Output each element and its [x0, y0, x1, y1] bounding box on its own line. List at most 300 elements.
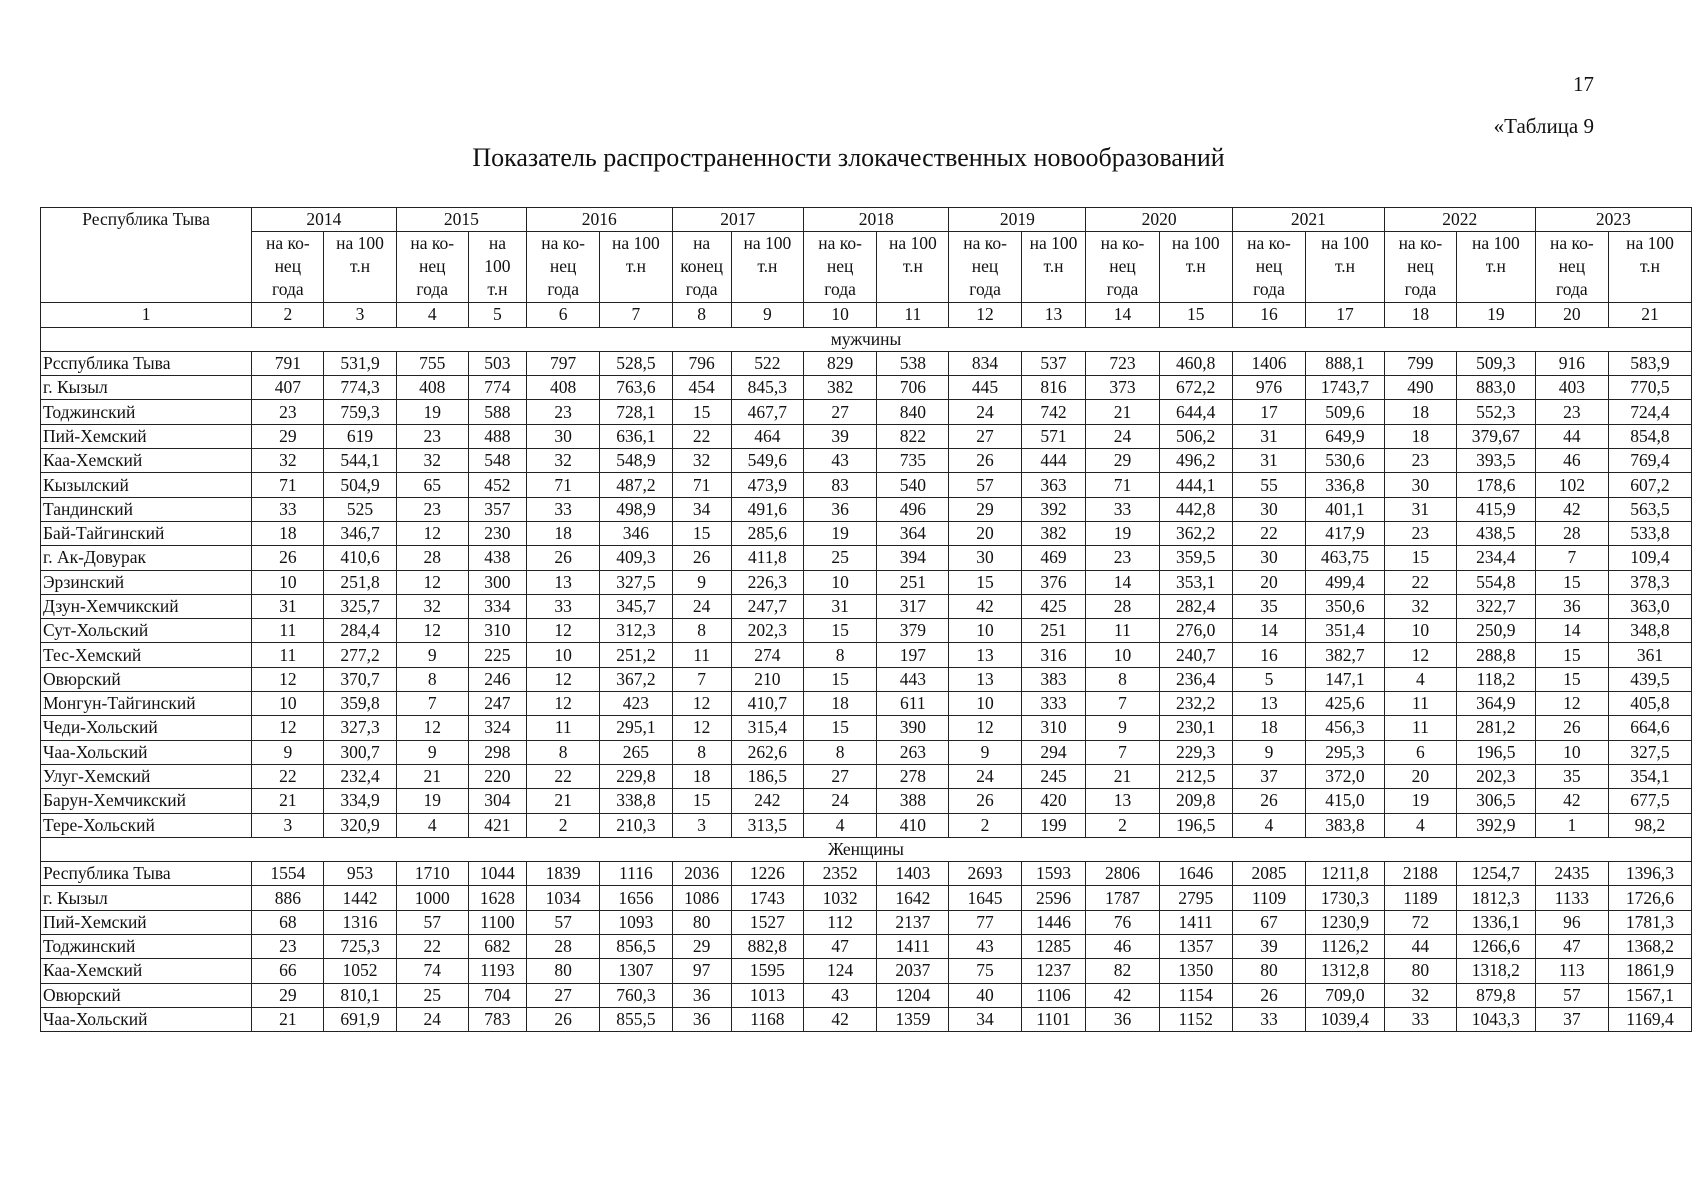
- value-cell: 199: [1021, 813, 1086, 837]
- value-cell: 262,6: [731, 740, 803, 764]
- value-cell: 9: [396, 643, 468, 667]
- value-cell: 829: [803, 351, 876, 375]
- value-cell: 1230,9: [1306, 910, 1385, 934]
- value-cell: 14: [1232, 619, 1305, 643]
- value-cell: 10: [803, 570, 876, 594]
- value-cell: 67: [1232, 910, 1305, 934]
- value-cell: 4: [396, 813, 468, 837]
- value-cell: 1839: [527, 862, 600, 886]
- value-cell: 548,9: [600, 449, 672, 473]
- value-cell: 346,7: [324, 521, 396, 545]
- column-number: 4: [396, 303, 468, 327]
- column-number: 6: [527, 303, 600, 327]
- subheader-cell: на ко- нец года: [949, 232, 1021, 303]
- region-name: Улуг-Хемский: [41, 764, 252, 788]
- value-cell: 755: [396, 351, 468, 375]
- region-name: Бай-Тайгинский: [41, 521, 252, 545]
- column-number: 21: [1608, 303, 1691, 327]
- value-cell: 32: [252, 449, 324, 473]
- value-cell: 34: [949, 1007, 1021, 1031]
- value-cell: 246: [468, 667, 526, 691]
- value-cell: 10: [252, 570, 324, 594]
- value-cell: 71: [672, 473, 731, 497]
- value-cell: 26: [949, 789, 1021, 813]
- value-cell: 322,7: [1457, 594, 1536, 618]
- value-cell: 1266,6: [1457, 935, 1536, 959]
- value-cell: 24: [672, 594, 731, 618]
- table-row: [41, 764, 1692, 788]
- value-cell: 13: [1086, 789, 1159, 813]
- value-cell: 417,9: [1306, 521, 1385, 545]
- value-cell: 12: [396, 619, 468, 643]
- table-row: [41, 449, 1692, 473]
- value-cell: 12: [396, 521, 468, 545]
- value-cell: 2806: [1086, 862, 1159, 886]
- year-header: 2019: [949, 208, 1086, 232]
- value-cell: 456,3: [1306, 716, 1385, 740]
- value-cell: 554,8: [1457, 570, 1536, 594]
- value-cell: 65: [396, 473, 468, 497]
- column-number: 9: [731, 303, 803, 327]
- value-cell: 24: [1086, 424, 1159, 448]
- region-name: Рсспублика Тыва: [41, 351, 252, 375]
- subheader-cell: на 100 т.н: [468, 232, 526, 303]
- value-cell: 230,1: [1159, 716, 1232, 740]
- value-cell: 109,4: [1608, 546, 1691, 570]
- value-cell: 8: [672, 740, 731, 764]
- value-cell: 28: [396, 546, 468, 570]
- value-cell: 378,3: [1608, 570, 1691, 594]
- value-cell: 18: [1384, 424, 1456, 448]
- value-cell: 82: [1086, 959, 1159, 983]
- value-cell: 32: [396, 594, 468, 618]
- value-cell: 411,8: [731, 546, 803, 570]
- value-cell: 32: [1384, 594, 1456, 618]
- value-cell: 32: [672, 449, 731, 473]
- value-cell: 410,6: [324, 546, 396, 570]
- value-cell: 363,0: [1608, 594, 1691, 618]
- value-cell: 1169,4: [1608, 1007, 1691, 1031]
- value-cell: 16: [1232, 643, 1305, 667]
- year-header: 2015: [396, 208, 526, 232]
- value-cell: 403: [1535, 376, 1608, 400]
- value-cell: 234,4: [1457, 546, 1536, 570]
- value-cell: 401,1: [1306, 497, 1385, 521]
- value-cell: 77: [949, 910, 1021, 934]
- value-cell: 525: [324, 497, 396, 521]
- value-cell: 496,2: [1159, 449, 1232, 473]
- section-row: [41, 327, 1692, 351]
- value-cell: 1318,2: [1457, 959, 1536, 983]
- value-cell: 8: [672, 619, 731, 643]
- value-cell: 372,0: [1306, 764, 1385, 788]
- value-cell: 31: [803, 594, 876, 618]
- value-cell: 1787: [1086, 886, 1159, 910]
- value-cell: 464: [731, 424, 803, 448]
- value-cell: 21: [396, 764, 468, 788]
- region-name: Сут-Хольский: [41, 619, 252, 643]
- value-cell: 263: [877, 740, 949, 764]
- value-cell: 856,5: [600, 935, 672, 959]
- value-cell: 769,4: [1608, 449, 1691, 473]
- section-label: Женщины: [41, 837, 1692, 861]
- value-cell: 1411: [877, 935, 949, 959]
- subheader-cell: на ко- нец года: [252, 232, 324, 303]
- value-cell: 298: [468, 740, 526, 764]
- region-name: Каа-Хемский: [41, 959, 252, 983]
- value-cell: 2795: [1159, 886, 1232, 910]
- value-cell: 1034: [527, 886, 600, 910]
- header-row-numbers: [41, 303, 1692, 327]
- value-cell: 37: [1535, 1007, 1608, 1031]
- value-cell: 26: [1232, 983, 1305, 1007]
- value-cell: 11: [672, 643, 731, 667]
- value-cell: 26: [252, 546, 324, 570]
- value-cell: 22: [672, 424, 731, 448]
- value-cell: 855,5: [600, 1007, 672, 1031]
- region-name: Каа-Хемский: [41, 449, 252, 473]
- value-cell: 491,6: [731, 497, 803, 521]
- value-cell: 1226: [731, 862, 803, 886]
- value-cell: 11: [252, 643, 324, 667]
- value-cell: 12: [252, 716, 324, 740]
- table-row: [41, 521, 1692, 545]
- value-cell: 1595: [731, 959, 803, 983]
- value-cell: 469: [1021, 546, 1086, 570]
- value-cell: 210: [731, 667, 803, 691]
- table-row: [41, 959, 1692, 983]
- value-cell: 1106: [1021, 983, 1086, 1007]
- value-cell: 496: [877, 497, 949, 521]
- table-row: [41, 910, 1692, 934]
- value-cell: 530,6: [1306, 449, 1385, 473]
- value-cell: 4: [1232, 813, 1305, 837]
- value-cell: 124: [803, 959, 876, 983]
- value-cell: 583,9: [1608, 351, 1691, 375]
- column-number: 5: [468, 303, 526, 327]
- value-cell: 357: [468, 497, 526, 521]
- value-cell: 2: [949, 813, 1021, 837]
- value-cell: 334: [468, 594, 526, 618]
- subheader-cell: на 100 т.н: [1306, 232, 1385, 303]
- value-cell: 23: [527, 400, 600, 424]
- value-cell: 26: [672, 546, 731, 570]
- value-cell: 98,2: [1608, 813, 1691, 837]
- value-cell: 1000: [396, 886, 468, 910]
- column-number: 13: [1021, 303, 1086, 327]
- value-cell: 282,4: [1159, 594, 1232, 618]
- table-row: [41, 351, 1692, 375]
- column-number: 19: [1457, 303, 1536, 327]
- value-cell: 15: [1384, 546, 1456, 570]
- value-cell: 454: [672, 376, 731, 400]
- subheader-cell: на 100 т.н: [324, 232, 396, 303]
- value-cell: 1116: [600, 862, 672, 886]
- header-row-sub: [41, 232, 1692, 303]
- region-name: Пий-Хемский: [41, 424, 252, 448]
- value-cell: 619: [324, 424, 396, 448]
- region-name: г. Кызыл: [41, 886, 252, 910]
- value-cell: 1350: [1159, 959, 1232, 983]
- value-cell: 1: [1535, 813, 1608, 837]
- value-cell: 1411: [1159, 910, 1232, 934]
- year-header: 2023: [1535, 208, 1691, 232]
- value-cell: 24: [949, 400, 1021, 424]
- subheader-cell: на ко- нец года: [1232, 232, 1305, 303]
- value-cell: 531,9: [324, 351, 396, 375]
- value-cell: 229,8: [600, 764, 672, 788]
- value-cell: 334,9: [324, 789, 396, 813]
- value-cell: 80: [1384, 959, 1456, 983]
- column-number: 11: [877, 303, 949, 327]
- value-cell: 24: [949, 764, 1021, 788]
- value-cell: 295,3: [1306, 740, 1385, 764]
- value-cell: 1567,1: [1608, 983, 1691, 1007]
- value-cell: 20: [1384, 764, 1456, 788]
- value-cell: 320,9: [324, 813, 396, 837]
- value-cell: 294: [1021, 740, 1086, 764]
- value-cell: 15: [672, 521, 731, 545]
- value-cell: 1368,2: [1608, 935, 1691, 959]
- value-cell: 4: [803, 813, 876, 837]
- region-name: Тоджинский: [41, 400, 252, 424]
- value-cell: 1109: [1232, 886, 1305, 910]
- value-cell: 33: [1086, 497, 1159, 521]
- year-header: 2018: [803, 208, 948, 232]
- column-number: 16: [1232, 303, 1305, 327]
- value-cell: 325,7: [324, 594, 396, 618]
- value-cell: 83: [803, 473, 876, 497]
- value-cell: 3: [252, 813, 324, 837]
- value-cell: 15: [1535, 667, 1608, 691]
- value-cell: 43: [803, 983, 876, 1007]
- value-cell: 21: [1086, 400, 1159, 424]
- section-label: мужчины: [41, 327, 1692, 351]
- subheader-cell: на 100 т.н: [877, 232, 949, 303]
- value-cell: 225: [468, 643, 526, 667]
- value-cell: 324: [468, 716, 526, 740]
- year-header: 2021: [1232, 208, 1384, 232]
- value-cell: 112: [803, 910, 876, 934]
- value-cell: 407: [252, 376, 324, 400]
- value-cell: 8: [527, 740, 600, 764]
- value-cell: 1442: [324, 886, 396, 910]
- subheader-cell: на 100 т.н: [731, 232, 803, 303]
- value-cell: 1593: [1021, 862, 1086, 886]
- value-cell: 30: [1232, 497, 1305, 521]
- value-cell: 1396,3: [1608, 862, 1691, 886]
- value-cell: 2693: [949, 862, 1021, 886]
- value-cell: 12: [1535, 692, 1608, 716]
- value-cell: 71: [1086, 473, 1159, 497]
- value-cell: 728,1: [600, 400, 672, 424]
- region-name: Барун-Хемчикский: [41, 789, 252, 813]
- value-cell: 9: [1086, 716, 1159, 740]
- value-cell: 247: [468, 692, 526, 716]
- value-cell: 14: [1535, 619, 1608, 643]
- value-cell: 220: [468, 764, 526, 788]
- value-cell: 251: [877, 570, 949, 594]
- value-cell: 212,5: [1159, 764, 1232, 788]
- value-cell: 113: [1535, 959, 1608, 983]
- value-cell: 57: [396, 910, 468, 934]
- value-cell: 1168: [731, 1007, 803, 1031]
- value-cell: 682: [468, 935, 526, 959]
- value-cell: 1403: [877, 862, 949, 886]
- value-cell: 316: [1021, 643, 1086, 667]
- value-cell: 333: [1021, 692, 1086, 716]
- value-cell: 31: [1384, 497, 1456, 521]
- region-name: г. Ак-Довурак: [41, 546, 252, 570]
- value-cell: 236,4: [1159, 667, 1232, 691]
- value-cell: 46: [1086, 935, 1159, 959]
- value-cell: 394: [877, 546, 949, 570]
- year-header: 2020: [1086, 208, 1233, 232]
- value-cell: 382: [803, 376, 876, 400]
- value-cell: 1193: [468, 959, 526, 983]
- value-cell: 29: [252, 424, 324, 448]
- value-cell: 18: [1384, 400, 1456, 424]
- value-cell: 2085: [1232, 862, 1305, 886]
- value-cell: 709,0: [1306, 983, 1385, 1007]
- column-number: 17: [1306, 303, 1385, 327]
- value-cell: 22: [527, 764, 600, 788]
- value-cell: 33: [1232, 1007, 1305, 1031]
- value-cell: 1781,3: [1608, 910, 1691, 934]
- value-cell: 28: [1535, 521, 1608, 545]
- page-number: 17: [1573, 72, 1594, 96]
- value-cell: 295,1: [600, 716, 672, 740]
- value-cell: 18: [252, 521, 324, 545]
- value-cell: 563,5: [1608, 497, 1691, 521]
- table-row: [41, 473, 1692, 497]
- value-cell: 22: [252, 764, 324, 788]
- value-cell: 57: [527, 910, 600, 934]
- value-cell: 21: [252, 789, 324, 813]
- value-cell: 11: [1384, 692, 1456, 716]
- value-cell: 1646: [1159, 862, 1232, 886]
- value-cell: 549,6: [731, 449, 803, 473]
- value-cell: 75: [949, 959, 1021, 983]
- value-cell: 11: [1086, 619, 1159, 643]
- value-cell: 1316: [324, 910, 396, 934]
- value-cell: 2036: [672, 862, 731, 886]
- value-cell: 27: [803, 764, 876, 788]
- value-cell: 118,2: [1457, 667, 1536, 691]
- value-cell: 636,1: [600, 424, 672, 448]
- value-cell: 15: [949, 570, 1021, 594]
- value-cell: 7: [1535, 546, 1608, 570]
- value-cell: 43: [949, 935, 1021, 959]
- value-cell: 364: [877, 521, 949, 545]
- value-cell: 473,9: [731, 473, 803, 497]
- value-cell: 822: [877, 424, 949, 448]
- value-cell: 23: [252, 935, 324, 959]
- value-cell: 1133: [1535, 886, 1608, 910]
- value-cell: 18: [672, 764, 731, 788]
- value-cell: 388: [877, 789, 949, 813]
- value-cell: 12: [672, 692, 731, 716]
- column-number: 20: [1535, 303, 1608, 327]
- value-cell: 405,8: [1608, 692, 1691, 716]
- value-cell: 8: [1086, 667, 1159, 691]
- value-cell: 23: [1384, 521, 1456, 545]
- value-cell: 1554: [252, 862, 324, 886]
- table-row: [41, 935, 1692, 959]
- value-cell: 29: [949, 497, 1021, 521]
- value-cell: 11: [527, 716, 600, 740]
- value-cell: 42: [803, 1007, 876, 1031]
- region-name: Овюрский: [41, 983, 252, 1007]
- header-row-years: [41, 208, 1692, 232]
- value-cell: 2137: [877, 910, 949, 934]
- year-header: 2014: [252, 208, 396, 232]
- value-cell: 251: [1021, 619, 1086, 643]
- value-cell: 383: [1021, 667, 1086, 691]
- value-cell: 36: [1535, 594, 1608, 618]
- value-cell: 2596: [1021, 886, 1086, 910]
- value-cell: 32: [1384, 983, 1456, 1007]
- value-cell: 12: [949, 716, 1021, 740]
- value-cell: 72: [1384, 910, 1456, 934]
- region-name: Тандинский: [41, 497, 252, 521]
- value-cell: 229,3: [1159, 740, 1232, 764]
- value-cell: 74: [396, 959, 468, 983]
- value-cell: 96: [1535, 910, 1608, 934]
- value-cell: 186,5: [731, 764, 803, 788]
- column-number: 8: [672, 303, 731, 327]
- value-cell: 840: [877, 400, 949, 424]
- value-cell: 251,8: [324, 570, 396, 594]
- value-cell: 359,8: [324, 692, 396, 716]
- value-cell: 834: [949, 351, 1021, 375]
- value-cell: 15: [672, 789, 731, 813]
- subheader-cell: на конец года: [672, 232, 731, 303]
- value-cell: 13: [527, 570, 600, 594]
- value-cell: 797: [527, 351, 600, 375]
- table-row: [41, 546, 1692, 570]
- value-cell: 300: [468, 570, 526, 594]
- value-cell: 544,1: [324, 449, 396, 473]
- value-cell: 816: [1021, 376, 1086, 400]
- value-cell: 677,5: [1608, 789, 1691, 813]
- value-cell: 467,7: [731, 400, 803, 424]
- value-cell: 276,0: [1159, 619, 1232, 643]
- value-cell: 11: [252, 619, 324, 643]
- value-cell: 9: [949, 740, 1021, 764]
- value-cell: 10: [252, 692, 324, 716]
- value-cell: 725,3: [324, 935, 396, 959]
- value-cell: 35: [1232, 594, 1305, 618]
- value-cell: 25: [803, 546, 876, 570]
- value-cell: 304: [468, 789, 526, 813]
- value-cell: 345,7: [600, 594, 672, 618]
- region-name: Овюрский: [41, 667, 252, 691]
- value-cell: 19: [396, 400, 468, 424]
- value-cell: 327,5: [1608, 740, 1691, 764]
- value-cell: 393,5: [1457, 449, 1536, 473]
- region-name: Республика Тыва: [41, 862, 252, 886]
- value-cell: 32: [527, 449, 600, 473]
- value-cell: 4: [1384, 813, 1456, 837]
- value-cell: 12: [396, 570, 468, 594]
- value-cell: 916: [1535, 351, 1608, 375]
- value-cell: 5: [1232, 667, 1305, 691]
- value-cell: 46: [1535, 449, 1608, 473]
- value-cell: 12: [672, 716, 731, 740]
- value-cell: 15: [672, 400, 731, 424]
- value-cell: 284,4: [324, 619, 396, 643]
